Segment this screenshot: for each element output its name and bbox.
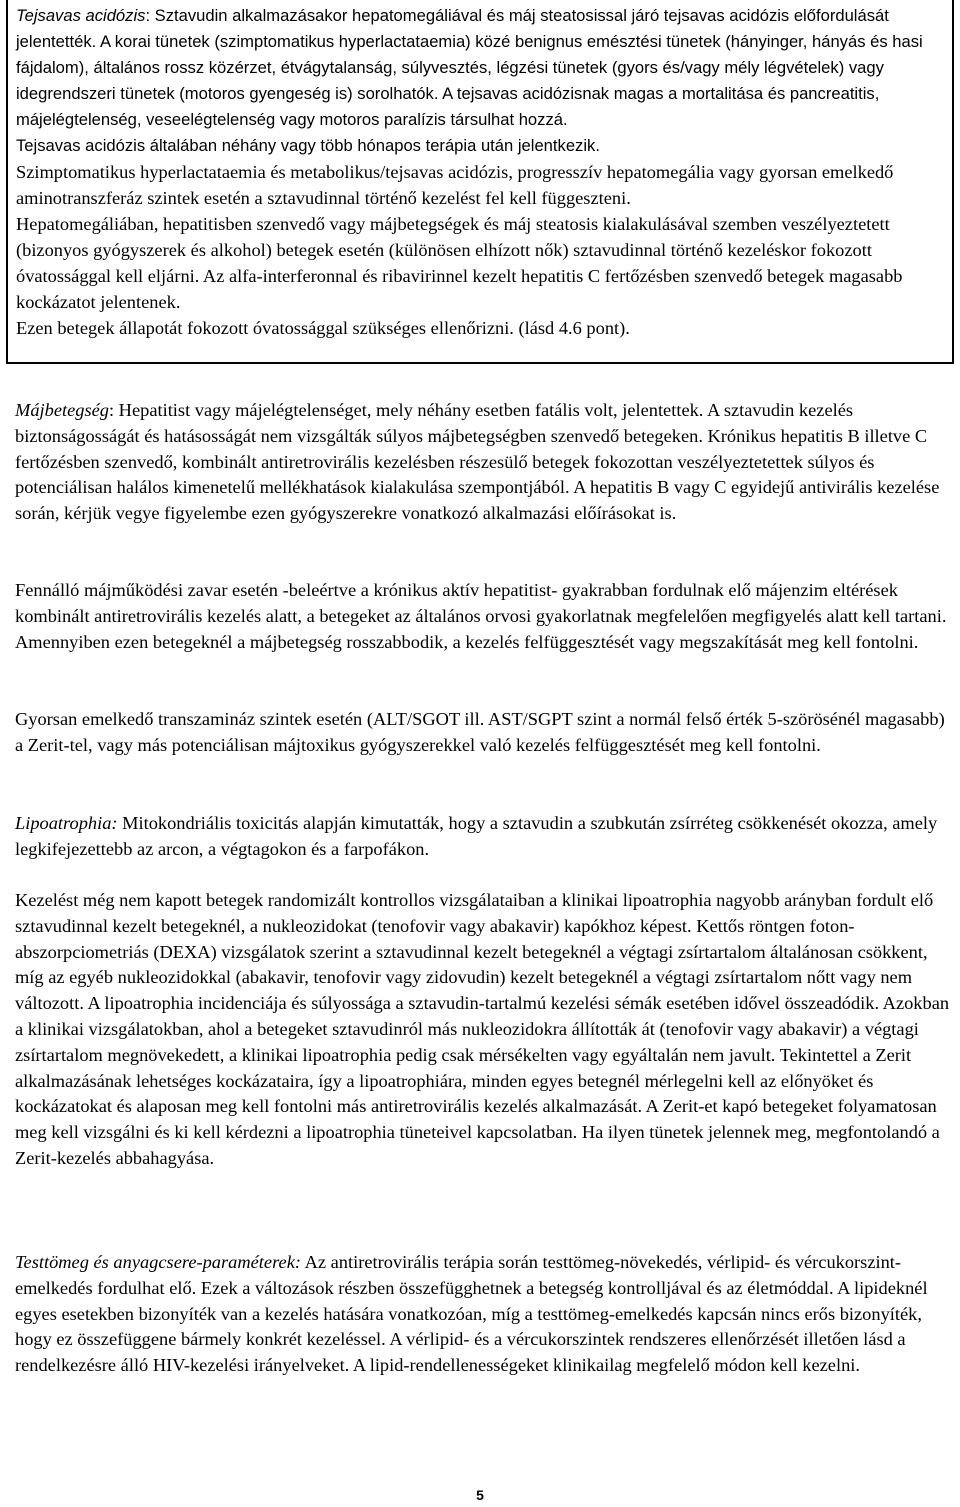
- lipoatrophy-paragraph: [15, 811, 950, 863]
- lipoatrophy-label: Lipoatrophia:: [15, 813, 118, 833]
- lactic-acidosis-label: Tejsavas acidózis: [16, 6, 146, 25]
- transaminase-paragraph: Gyorsan emelkedő transzamináz szintek esetén (ALT/SGOT ill. AST/SGPT szint a normál felső érték 5-szörösénél magasabb) a Zerit-tel, vagy más potenciálisan májtoxikus gyógyszerekkel való kezelés felfüggesztését meg kell fontolni.: [15, 709, 945, 755]
- liver-dysfunction-paragraph: Fennálló májműködési zavar esetén -beleértve a krónikus aktív hepatitist- gyakrabban fordulnak elő májenzim eltérések kombinált antiretrovirális kezelés alatt, a betegeket az általános orvosi gyakorlatnak megfelelően megfigyelés alatt kell tartani. Amennyiben ezen betegeknél a májbetegség rosszabbodik, a kezelés felfüggesztését vagy megszakítását meg kell fontolni.: [15, 580, 947, 652]
- lactic-acidosis-text: : Sztavudin alkalmazásakor hepatomegáliával és máj steatosissal járó tejsavas acidózis előfordulását jelentették. A korai tünetek (szimptomatikus hyperlactataemia) közé benignus emésztési tünetek (hányinger, hányás és hasi fájdalom), általános rossz közérzet, étvágytalanság, súlyvesztés, légzési tünetek (gyors és/vagy mély légvételek) vagy idegrendszeri tünetek (motoros gyengeség is) sorolhatók. A tejsavas acidózisnak magas a mortalitása és pancreatitis, májelégtelenség, veseelégtelenség vagy motoros paralízis társulhat hozzá.: [16, 6, 923, 129]
- lactic-acidosis-onset: Tejsavas acidózis általában néhány vagy több hónapos terápia után jelentkezik.: [16, 136, 600, 155]
- liver-disease-paragraph: [15, 398, 950, 527]
- weight-metabolic-text: Az antiretrovirális terápia során testtömeg-növekedés, vérlipid- és vércukorszint-emelkedés fordulhat elő. Ezek a változások részben összefügghetnek a betegség kontrolljával és az életmóddal. A lipideknél egyes esetekben bizonyíték van a kezelés hatására vonatkozóan, míg a testtömeg-emelkedés kapcsán nincs erős bizonyíték, hogy ez összefüggene bármely konkrét kezeléssel. A vérlipid- és a vércukorszintek rendszeres ellenőrzését illetően lásd a rendelkezésre álló HIV-kezelési irányelveket. A lipid-rendellenességeket klinikailag megfelelő módon kell kezelni.: [15, 1252, 928, 1376]
- hyperlactataemia-paragraph: Szimptomatikus hyperlactataemia és metabolikus/tejsavas acidózis, progresszív hepatomegália vagy gyorsan emelkedő aminotranszferáz szintek esetén a sztavudinnal történő kezelést fel kell függeszteni.: [16, 162, 894, 208]
- naive-patients-paragraph: Kezelést még nem kapott betegek randomizált kontrollos vizsgálataiban a klinikai lipoatrophia nagyobb arányban fordult elő sztavudinnal kezelt betegeknél, a nukleozidokat (tenofovir vagy abakavir) kapókhoz képest. Kettős röntgen foton-abszorpciometriás (DEXA) vizsgálatok szerint a sztavudinnal kezelt betegeknél a végtagi zsírtartalom általánosan csökkent, míg az egyéb nukleozidokkal (abakavir, tenofovir vagy zidovudin) kezelt betegeknél a végtagi zsírtartalom nőtt vagy nem változott. A lipoatrophia incidenciája és súlyossága a sztavudin-tartalmú kezelési sémák esetében idővel összeadódik. Azokban a klinikai vizsgálatokban, ahol a betegeket sztavudinról más nukleozidokra állították át (tenofovir vagy abakavir) a végtagi zsírtartalom megnövekedett, a klinikai lipoatrophia pedig csak mérsékelten vagy egyáltalán nem javult. Tekintettel a Zerit alkalmazásának lehetséges kockázataira, így a lipoatrophiára, minden egyes betegnél mérlegelni kell az előnyöket és kockázatokat és alaposan meg kell fontolni más antiretrovirális kezelés alkalmazását. A Zerit-et kapó betegeket folyamatosan meg kell vizsgálni és ki kell kérdezni a lipoatrophia tüneteivel kapcsolatban. Ha ilyen tünetek jelennek meg, megfontolandó a Zerit-kezelés abbahagyása.: [15, 890, 950, 1168]
- liver-disease-label: Májbetegség: [15, 400, 109, 420]
- weight-metabolic-label: Testtömeg és anyagcsere-paraméterek:: [15, 1252, 301, 1272]
- liver-disease-text: : Hepatitist vagy májelégtelenséget, mely néhány esetben fatális volt, jelentettek. A sztavudin kezelés biztonságosságát és hatásosságát nem vizsgálták súlyos májbetegségben szenvedő betegeken. Krónikus hepatitis B illetve C fertőzésben szenvedő, kombinált antiretrovirális kezelésben részesülő betegek fokozottan veszélyeztetettek súlyos és potenciálisan halálos kimenetelű mellékhatások kialakulása szempontjából. A hepatitis B vagy C egyidejű antivirális kezelése során, kérjük vegye figyelembe ezen gyógyszerekre vonatkozó alkalmazási előírásokat is.: [15, 400, 940, 524]
- page-number: 5: [476, 1487, 484, 1503]
- weight-metabolic-paragraph: [15, 1250, 950, 1379]
- hepatomegaly-paragraph: Hepatomegáliában, hepatitisben szenvedő vagy májbetegségek és máj steatosis kialakulásával szemben veszélyeztetett (bizonyos gyógyszerek és alkohol) betegek esetén (különösen elhízott nők) sztavudinnal történő kezeléskor fokozott óvatossággal kell eljárni. Az alfa-interferonnal és ribavirinnel kezelt hepatitis C fertőzésben szenvedő betegek magasabb kockázatot jelentenek.: [16, 214, 903, 312]
- lipoatrophy-text: Mitokondriális toxicitás alapján kimutatták, hogy a sztavudin a szubkután zsírréteg csökkenését okozza, amely legkifejezettebb az arcon, a végtagokon és a farpofákon.: [15, 813, 938, 859]
- monitoring-paragraph: Ezen betegek állapotát fokozott óvatossággal szükséges ellenőrizni. (lásd 4.6 pont).: [16, 318, 630, 338]
- lactic-acidosis-box: [6, 0, 954, 364]
- lactic-acidosis-paragraph: [16, 3, 952, 133]
